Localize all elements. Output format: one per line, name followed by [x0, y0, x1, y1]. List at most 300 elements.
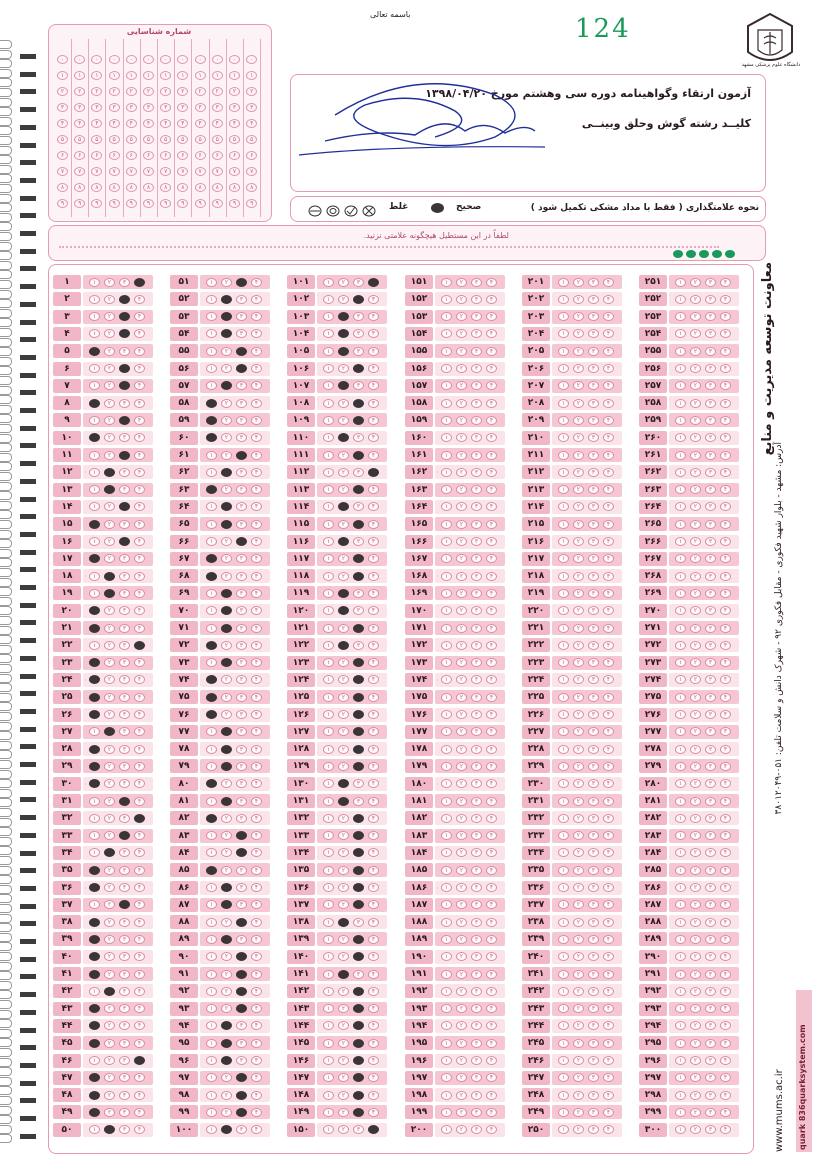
answer-bubble[interactable]: ۱	[558, 1004, 569, 1013]
answer-bubble-filled[interactable]: ۲	[221, 900, 232, 909]
answer-bubble[interactable]: ۴	[603, 693, 614, 702]
answer-bubble-filled[interactable]: ۳	[353, 848, 364, 857]
answer-bubble[interactable]: ۴	[251, 451, 262, 460]
answer-bubble[interactable]: ۴	[134, 693, 145, 702]
answer-bubble[interactable]: ۴	[134, 554, 145, 563]
answer-bubble[interactable]: ۳	[471, 658, 482, 667]
answer-bubble[interactable]: ۳	[471, 952, 482, 961]
answer-bubble[interactable]: ۱	[323, 1108, 334, 1117]
answer-bubble-filled[interactable]: ۱	[206, 710, 217, 719]
answer-bubble[interactable]: ۳	[588, 797, 599, 806]
answer-bubble-filled[interactable]: ۱	[206, 399, 217, 408]
answer-bubble[interactable]: ۴	[603, 848, 614, 857]
answer-bubble-filled[interactable]: ۱	[89, 433, 100, 442]
id-digit-bubble[interactable]: ۳	[109, 103, 120, 112]
answer-bubble[interactable]: ۲	[221, 347, 232, 356]
answer-bubble[interactable]: ۱	[323, 1056, 334, 1065]
answer-bubble[interactable]: ۳	[705, 710, 716, 719]
answer-bubble[interactable]: ۱	[558, 1091, 569, 1100]
answer-bubble[interactable]: ۲	[573, 693, 584, 702]
answer-bubble[interactable]: ۱	[441, 1004, 452, 1013]
id-digit-bubble[interactable]: ۹	[229, 199, 240, 208]
answer-bubble[interactable]: ۲	[338, 866, 349, 875]
answer-bubble[interactable]: ۲	[456, 970, 467, 979]
answer-bubble[interactable]: ۴	[486, 1021, 497, 1030]
answer-bubble[interactable]: ۲	[104, 416, 115, 425]
answer-bubble[interactable]: ۴	[603, 866, 614, 875]
answer-bubble[interactable]: ۱	[558, 918, 569, 927]
answer-bubble[interactable]: ۱	[558, 935, 569, 944]
answer-bubble[interactable]: ۱	[675, 485, 686, 494]
answer-bubble[interactable]: ۳	[588, 779, 599, 788]
answer-bubble[interactable]: ۲	[104, 918, 115, 927]
id-digit-bubble[interactable]: ۳	[177, 103, 188, 112]
answer-bubble[interactable]: ۴	[368, 312, 379, 321]
id-digit-bubble[interactable]: ۶	[143, 151, 154, 160]
answer-bubble[interactable]: ۴	[251, 970, 262, 979]
answer-bubble[interactable]: ۴	[134, 658, 145, 667]
id-digit-bubble[interactable]: ۴	[57, 119, 68, 128]
answer-bubble[interactable]: ۲	[221, 537, 232, 546]
answer-bubble[interactable]: ۴	[486, 693, 497, 702]
answer-bubble[interactable]: ۲	[690, 745, 701, 754]
answer-bubble[interactable]: ۴	[251, 468, 262, 477]
answer-bubble[interactable]: ۳	[471, 399, 482, 408]
answer-bubble[interactable]: ۴	[368, 347, 379, 356]
answer-bubble-filled[interactable]: ۲	[221, 606, 232, 615]
answer-bubble[interactable]: ۴	[603, 347, 614, 356]
answer-bubble[interactable]: ۲	[573, 1091, 584, 1100]
answer-bubble[interactable]: ۲	[573, 295, 584, 304]
answer-bubble[interactable]: ۲	[573, 1056, 584, 1065]
answer-bubble[interactable]: ۱	[558, 675, 569, 684]
answer-bubble[interactable]: ۲	[690, 502, 701, 511]
answer-bubble-filled[interactable]: ۲	[221, 1056, 232, 1065]
answer-bubble-filled[interactable]: ۲	[338, 381, 349, 390]
answer-bubble[interactable]: ۱	[441, 381, 452, 390]
answer-bubble-filled[interactable]: ۳	[119, 831, 130, 840]
answer-bubble[interactable]: ۲	[338, 451, 349, 460]
answer-bubble[interactable]: ۳	[588, 1039, 599, 1048]
answer-bubble[interactable]: ۴	[368, 693, 379, 702]
answer-bubble[interactable]: ۳	[705, 970, 716, 979]
answer-bubble-filled[interactable]: ۳	[353, 987, 364, 996]
answer-bubble[interactable]: ۳	[471, 537, 482, 546]
answer-bubble[interactable]: ۱	[206, 987, 217, 996]
answer-bubble[interactable]: ۱	[558, 727, 569, 736]
answer-bubble[interactable]: ۱	[441, 693, 452, 702]
answer-bubble[interactable]: ۲	[573, 1004, 584, 1013]
answer-bubble[interactable]: ۴	[368, 1056, 379, 1065]
answer-bubble[interactable]: ۴	[603, 1073, 614, 1082]
answer-bubble[interactable]: ۱	[323, 1039, 334, 1048]
answer-bubble[interactable]: ۲	[456, 329, 467, 338]
answer-bubble[interactable]: ۲	[690, 693, 701, 702]
answer-bubble[interactable]: ۴	[134, 987, 145, 996]
answer-bubble-filled[interactable]: ۲	[338, 918, 349, 927]
answer-bubble[interactable]: ۴	[368, 399, 379, 408]
answer-bubble[interactable]: ۳	[471, 883, 482, 892]
answer-bubble[interactable]: ۲	[104, 520, 115, 529]
answer-bubble[interactable]: ۳	[471, 918, 482, 927]
answer-bubble[interactable]: ۳	[353, 779, 364, 788]
answer-bubble[interactable]: ۳	[471, 624, 482, 633]
answer-bubble[interactable]: ۴	[720, 433, 731, 442]
id-digit-bubble[interactable]: ۴	[195, 119, 206, 128]
answer-bubble[interactable]: ۳	[353, 278, 364, 287]
answer-bubble[interactable]: ۳	[471, 814, 482, 823]
answer-bubble[interactable]: ۱	[89, 278, 100, 287]
answer-bubble-filled[interactable]: ۱	[89, 606, 100, 615]
answer-bubble-filled[interactable]: ۳	[353, 1004, 364, 1013]
answer-bubble[interactable]: ۲	[456, 866, 467, 875]
answer-bubble[interactable]: ۱	[323, 520, 334, 529]
answer-bubble[interactable]: ۴	[251, 329, 262, 338]
id-digit-bubble[interactable]: ۲	[160, 87, 171, 96]
answer-bubble[interactable]: ۲	[338, 831, 349, 840]
answer-bubble[interactable]: ۴	[486, 399, 497, 408]
answer-bubble[interactable]: ۲	[338, 1039, 349, 1048]
answer-bubble[interactable]: ۱	[675, 658, 686, 667]
answer-bubble[interactable]: ۴	[486, 278, 497, 287]
answer-bubble[interactable]: ۲	[221, 641, 232, 650]
answer-bubble[interactable]: ۳	[119, 987, 130, 996]
answer-bubble[interactable]: ۲	[104, 952, 115, 961]
answer-bubble-filled[interactable]: ۲	[338, 537, 349, 546]
answer-bubble[interactable]: ۳	[588, 952, 599, 961]
answer-bubble[interactable]: ۱	[323, 970, 334, 979]
answer-bubble[interactable]: ۱	[675, 762, 686, 771]
id-digit-bubble[interactable]: ۵	[229, 135, 240, 144]
answer-bubble[interactable]: ۱	[206, 1021, 217, 1030]
answer-bubble[interactable]: ۲	[456, 399, 467, 408]
answer-bubble[interactable]: ۲	[104, 537, 115, 546]
answer-bubble[interactable]: ۲	[573, 831, 584, 840]
id-digit-bubble[interactable]: ۵	[246, 135, 257, 144]
answer-bubble[interactable]: ۱	[675, 451, 686, 460]
answer-bubble[interactable]: ۱	[89, 451, 100, 460]
answer-bubble-filled[interactable]: ۲	[338, 970, 349, 979]
answer-bubble[interactable]: ۳	[705, 537, 716, 546]
answer-bubble[interactable]: ۳	[705, 1056, 716, 1065]
answer-bubble-filled[interactable]: ۳	[236, 364, 247, 373]
answer-bubble[interactable]: ۲	[573, 485, 584, 494]
answer-bubble-filled[interactable]: ۳	[119, 329, 130, 338]
answer-bubble[interactable]: ۳	[588, 918, 599, 927]
answer-bubble[interactable]: ۴	[720, 329, 731, 338]
answer-bubble[interactable]: ۱	[675, 1125, 686, 1134]
answer-bubble[interactable]: ۴	[720, 399, 731, 408]
answer-bubble[interactable]: ۳	[588, 641, 599, 650]
answer-bubble[interactable]: ۳	[236, 381, 247, 390]
answer-bubble[interactable]: ۴	[486, 1125, 497, 1134]
id-digit-bubble[interactable]: ۹	[195, 199, 206, 208]
answer-bubble-filled[interactable]: ۳	[236, 918, 247, 927]
answer-bubble[interactable]: ۲	[104, 329, 115, 338]
answer-bubble[interactable]: ۴	[486, 797, 497, 806]
answer-bubble[interactable]: ۱	[675, 779, 686, 788]
answer-bubble[interactable]: ۲	[690, 399, 701, 408]
answer-bubble[interactable]: ۴	[720, 710, 731, 719]
answer-bubble[interactable]: ۲	[573, 935, 584, 944]
answer-bubble[interactable]: ۳	[471, 675, 482, 684]
answer-bubble[interactable]: ۴	[603, 1125, 614, 1134]
answer-bubble-filled[interactable]: ۱	[89, 745, 100, 754]
answer-bubble[interactable]: ۲	[338, 468, 349, 477]
answer-bubble[interactable]: ۴	[486, 606, 497, 615]
answer-bubble-filled[interactable]: ۲	[338, 641, 349, 650]
answer-bubble[interactable]: ۲	[573, 1108, 584, 1117]
answer-bubble[interactable]: ۴	[720, 727, 731, 736]
answer-bubble[interactable]: ۱	[323, 278, 334, 287]
answer-bubble[interactable]: ۲	[456, 900, 467, 909]
answer-bubble[interactable]: ۱	[323, 1125, 334, 1134]
answer-bubble[interactable]: ۱	[323, 624, 334, 633]
answer-bubble[interactable]: ۱	[441, 606, 452, 615]
answer-bubble[interactable]: ۴	[603, 312, 614, 321]
answer-bubble[interactable]: ۴	[720, 624, 731, 633]
answer-bubble[interactable]: ۴	[368, 606, 379, 615]
answer-bubble[interactable]: ۴	[486, 329, 497, 338]
answer-bubble[interactable]: ۲	[338, 1056, 349, 1065]
answer-bubble[interactable]: ۲	[104, 1073, 115, 1082]
answer-bubble[interactable]: ۳	[588, 312, 599, 321]
answer-bubble[interactable]: ۲	[104, 1108, 115, 1117]
id-digit-bubble[interactable]: ۷	[246, 167, 257, 176]
answer-bubble[interactable]: ۲	[104, 1056, 115, 1065]
answer-bubble[interactable]: ۲	[338, 883, 349, 892]
answer-bubble[interactable]: ۲	[690, 952, 701, 961]
answer-bubble[interactable]: ۱	[558, 1125, 569, 1134]
answer-bubble[interactable]: ۳	[471, 970, 482, 979]
answer-bubble[interactable]: ۳	[588, 1056, 599, 1065]
id-digit-bubble[interactable]: ۳	[195, 103, 206, 112]
answer-bubble[interactable]: ۴	[603, 624, 614, 633]
answer-bubble[interactable]: ۱	[558, 399, 569, 408]
answer-bubble[interactable]: ۳	[119, 727, 130, 736]
answer-bubble[interactable]: ۲	[690, 1125, 701, 1134]
answer-bubble[interactable]: ۱	[323, 952, 334, 961]
answer-bubble-filled[interactable]: ۳	[119, 451, 130, 460]
answer-bubble-filled[interactable]: ۳	[353, 883, 364, 892]
answer-bubble[interactable]: ۱	[323, 848, 334, 857]
answer-bubble[interactable]: ۳	[705, 779, 716, 788]
answer-bubble-filled[interactable]: ۳	[353, 1108, 364, 1117]
answer-bubble[interactable]: ۲	[456, 278, 467, 287]
answer-bubble-filled[interactable]: ۴	[368, 1125, 379, 1134]
answer-bubble[interactable]: ۱	[206, 1056, 217, 1065]
answer-bubble-filled[interactable]: ۲	[104, 1125, 115, 1134]
answer-bubble-filled[interactable]: ۱	[89, 970, 100, 979]
answer-bubble-filled[interactable]: ۲	[338, 797, 349, 806]
answer-bubble[interactable]: ۲	[690, 381, 701, 390]
answer-bubble[interactable]: ۳	[471, 1108, 482, 1117]
answer-bubble[interactable]: ۴	[251, 693, 262, 702]
answer-bubble[interactable]: ۱	[558, 312, 569, 321]
answer-bubble[interactable]: ۴	[603, 589, 614, 598]
answer-bubble[interactable]: ۴	[603, 1004, 614, 1013]
answer-bubble[interactable]: ۲	[456, 1021, 467, 1030]
id-digit-bubble[interactable]: ۸	[109, 183, 120, 192]
answer-bubble[interactable]: ۳	[705, 745, 716, 754]
id-digit-bubble[interactable]: ۶	[229, 151, 240, 160]
answer-bubble[interactable]: ۱	[675, 554, 686, 563]
answer-bubble[interactable]: ۴	[134, 935, 145, 944]
answer-bubble[interactable]: ۱	[675, 537, 686, 546]
id-digit-bubble[interactable]: ۹	[143, 199, 154, 208]
answer-bubble-filled[interactable]: ۳	[353, 554, 364, 563]
answer-bubble[interactable]: ۳	[119, 1056, 130, 1065]
answer-bubble[interactable]: ۴	[368, 624, 379, 633]
answer-bubble[interactable]: ۲	[456, 589, 467, 598]
answer-bubble[interactable]: ۳	[471, 364, 482, 373]
answer-bubble[interactable]: ۳	[236, 433, 247, 442]
answer-bubble[interactable]: ۲	[104, 451, 115, 460]
answer-bubble[interactable]: ۱	[323, 329, 334, 338]
answer-bubble[interactable]: ۱	[558, 606, 569, 615]
answer-bubble[interactable]: ۴	[486, 675, 497, 684]
answer-bubble[interactable]: ۲	[690, 779, 701, 788]
answer-bubble[interactable]: ۳	[705, 589, 716, 598]
answer-bubble[interactable]: ۲	[104, 502, 115, 511]
answer-bubble[interactable]: ۴	[603, 537, 614, 546]
answer-bubble[interactable]: ۱	[558, 347, 569, 356]
answer-bubble[interactable]: ۱	[441, 451, 452, 460]
answer-bubble[interactable]: ۳	[588, 883, 599, 892]
answer-bubble[interactable]: ۳	[705, 572, 716, 581]
answer-bubble[interactable]: ۱	[675, 1021, 686, 1030]
id-digit-bubble[interactable]: ۶	[57, 151, 68, 160]
id-digit-bubble[interactable]: ۵	[126, 135, 137, 144]
id-digit-bubble[interactable]: ۹	[57, 199, 68, 208]
answer-bubble[interactable]: ۲	[338, 572, 349, 581]
answer-bubble[interactable]: ۲	[104, 710, 115, 719]
answer-bubble[interactable]: ۱	[323, 399, 334, 408]
answer-bubble[interactable]: ۱	[558, 468, 569, 477]
answer-bubble[interactable]: ۱	[206, 1108, 217, 1117]
answer-bubble[interactable]: ۲	[104, 1091, 115, 1100]
answer-bubble[interactable]: ۴	[486, 745, 497, 754]
answer-bubble[interactable]: ۳	[705, 295, 716, 304]
answer-bubble[interactable]: ۲	[690, 364, 701, 373]
answer-bubble[interactable]: ۲	[573, 987, 584, 996]
answer-bubble[interactable]: ۲	[221, 814, 232, 823]
answer-bubble[interactable]: ۱	[323, 693, 334, 702]
answer-bubble[interactable]: ۳	[588, 399, 599, 408]
answer-bubble[interactable]: ۱	[675, 399, 686, 408]
answer-bubble[interactable]: ۲	[456, 1091, 467, 1100]
answer-bubble[interactable]: ۲	[338, 675, 349, 684]
answer-bubble[interactable]: ۴	[603, 1021, 614, 1030]
answer-bubble[interactable]: ۱	[675, 520, 686, 529]
answer-bubble[interactable]: ۱	[89, 468, 100, 477]
answer-bubble[interactable]: ۴	[251, 295, 262, 304]
answer-bubble[interactable]: ۴	[603, 295, 614, 304]
id-digit-bubble[interactable]: ۰	[195, 55, 206, 64]
answer-bubble[interactable]: ۲	[456, 797, 467, 806]
answer-bubble[interactable]: ۴	[486, 710, 497, 719]
answer-bubble[interactable]: ۲	[690, 727, 701, 736]
id-digit-bubble[interactable]: ۲	[177, 87, 188, 96]
answer-bubble[interactable]: ۱	[675, 572, 686, 581]
answer-bubble[interactable]: ۲	[338, 554, 349, 563]
id-digit-bubble[interactable]: ۵	[212, 135, 223, 144]
answer-bubble[interactable]: ۴	[486, 952, 497, 961]
answer-bubble-filled[interactable]: ۳	[236, 987, 247, 996]
answer-bubble-filled[interactable]: ۳	[236, 537, 247, 546]
answer-bubble-filled[interactable]: ۱	[89, 762, 100, 771]
answer-bubble[interactable]: ۴	[603, 278, 614, 287]
answer-bubble[interactable]: ۴	[251, 1073, 262, 1082]
answer-bubble[interactable]: ۴	[720, 502, 731, 511]
answer-bubble[interactable]: ۳	[353, 502, 364, 511]
answer-bubble[interactable]: ۴	[251, 727, 262, 736]
answer-bubble[interactable]: ۳	[705, 278, 716, 287]
answer-bubble[interactable]: ۴	[368, 866, 379, 875]
answer-bubble[interactable]: ۲	[690, 554, 701, 563]
answer-bubble[interactable]: ۲	[456, 727, 467, 736]
answer-bubble[interactable]: ۴	[134, 918, 145, 927]
answer-bubble-filled[interactable]: ۲	[221, 762, 232, 771]
id-digit-bubble[interactable]: ۵	[91, 135, 102, 144]
answer-bubble[interactable]: ۱	[441, 485, 452, 494]
answer-bubble[interactable]: ۳	[236, 572, 247, 581]
answer-bubble[interactable]: ۳	[119, 1125, 130, 1134]
answer-bubble[interactable]: ۱	[323, 295, 334, 304]
answer-bubble-filled[interactable]: ۱	[89, 520, 100, 529]
answer-bubble[interactable]: ۲	[456, 364, 467, 373]
answer-bubble[interactable]: ۴	[486, 451, 497, 460]
id-digit-bubble[interactable]: ۴	[212, 119, 223, 128]
answer-bubble[interactable]: ۱	[675, 624, 686, 633]
answer-bubble[interactable]: ۴	[251, 745, 262, 754]
answer-bubble[interactable]: ۱	[675, 745, 686, 754]
answer-bubble-filled[interactable]: ۳	[353, 658, 364, 667]
answer-bubble-filled[interactable]: ۳	[353, 1039, 364, 1048]
answer-bubble[interactable]: ۴	[486, 1091, 497, 1100]
id-digit-bubble[interactable]: ۱	[229, 71, 240, 80]
answer-bubble-filled[interactable]: ۱	[89, 1091, 100, 1100]
answer-bubble[interactable]: ۳	[588, 606, 599, 615]
answer-bubble[interactable]: ۲	[338, 658, 349, 667]
answer-bubble[interactable]: ۴	[251, 502, 262, 511]
answer-bubble[interactable]: ۱	[441, 364, 452, 373]
answer-bubble[interactable]: ۴	[720, 1073, 731, 1082]
answer-bubble[interactable]: ۱	[323, 797, 334, 806]
answer-bubble[interactable]: ۳	[236, 658, 247, 667]
answer-bubble[interactable]: ۱	[441, 1073, 452, 1082]
answer-bubble[interactable]: ۲	[338, 814, 349, 823]
answer-bubble[interactable]: ۲	[690, 1108, 701, 1117]
answer-bubble[interactable]: ۴	[251, 572, 262, 581]
answer-bubble[interactable]: ۴	[720, 416, 731, 425]
answer-bubble[interactable]: ۳	[705, 485, 716, 494]
answer-bubble[interactable]: ۴	[251, 866, 262, 875]
answer-bubble[interactable]: ۴	[603, 381, 614, 390]
answer-bubble[interactable]: ۳	[236, 399, 247, 408]
answer-bubble[interactable]: ۳	[119, 433, 130, 442]
answer-bubble-filled[interactable]: ۳	[236, 1108, 247, 1117]
answer-bubble[interactable]: ۳	[471, 762, 482, 771]
answer-bubble[interactable]: ۴	[251, 918, 262, 927]
answer-bubble[interactable]: ۱	[675, 710, 686, 719]
answer-bubble[interactable]: ۳	[705, 1004, 716, 1013]
answer-bubble[interactable]: ۳	[471, 1073, 482, 1082]
answer-bubble[interactable]: ۱	[323, 451, 334, 460]
answer-bubble[interactable]: ۲	[104, 624, 115, 633]
answer-bubble-filled[interactable]: ۲	[338, 312, 349, 321]
answer-bubble[interactable]: ۲	[573, 710, 584, 719]
